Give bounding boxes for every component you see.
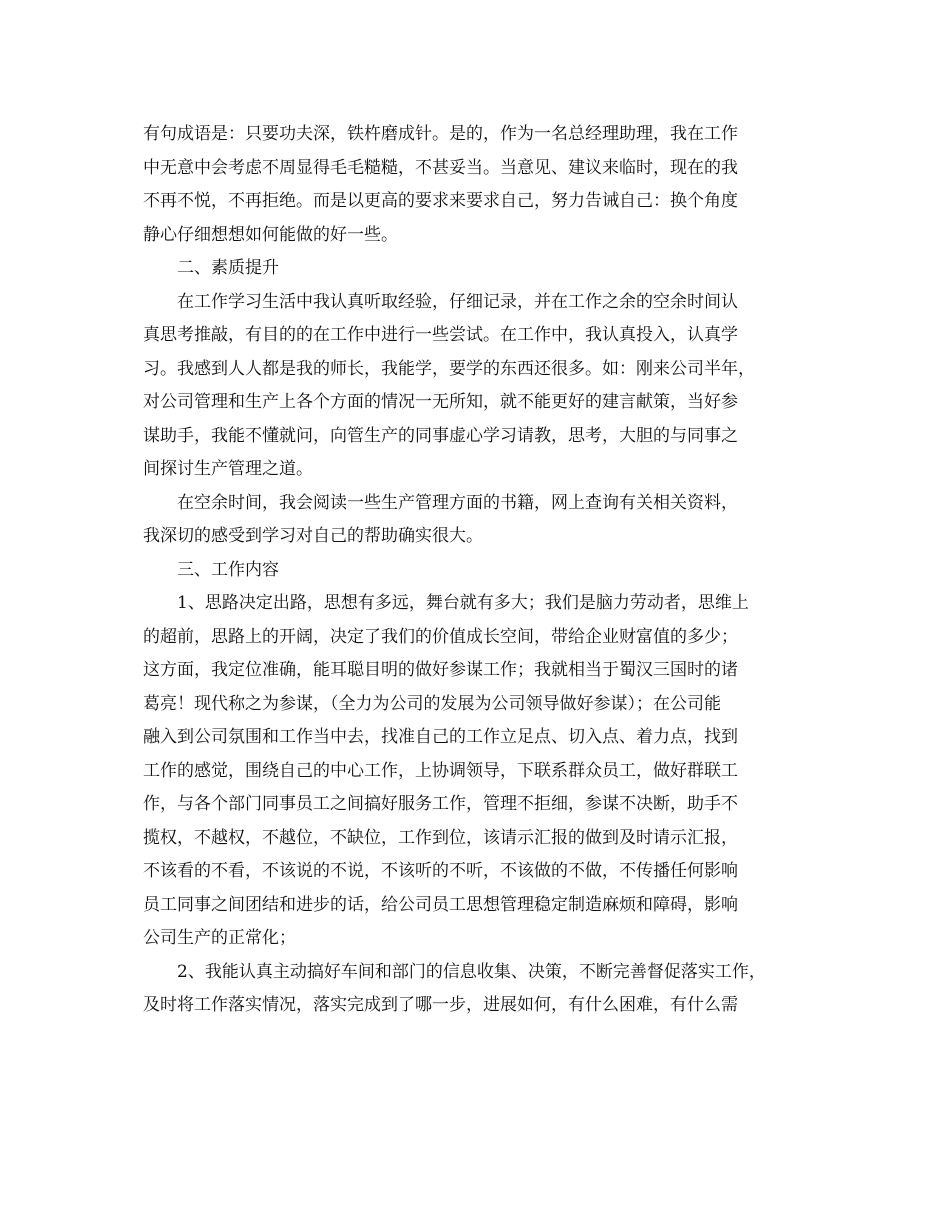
text-line: 我深切的感受到学习对自己的帮助确实很大。: [143, 526, 483, 546]
document-body: [143, 118, 813, 1023]
paragraph: [143, 587, 813, 956]
text-line: 不再不悦，不再拒绝。而是以更高的要求来要求自己，努力告诫自己：换个角度: [143, 191, 738, 211]
section-heading: [143, 252, 813, 286]
text-line: 这方面，我定位准确，能耳聪目明的做好参谋工作；我就相当于蜀汉三国时的诸: [143, 660, 738, 680]
text-line: 的超前，思路上的开阔，决定了我们的价值成长空间，带给企业财富值的多少；: [143, 626, 738, 647]
text-line: 工作的感觉，围绕自己的中心工作，上协调领导，下联系群众员工，做好群联工: [143, 760, 738, 781]
text-line: 揽权，不越权，不越位，不缺位，工作到位，该请示汇报的做到及时请示汇报，: [143, 827, 738, 848]
text-line: 有句成语是：只要功夫深，铁杵磨成针。是的，作为一名总经理助理，我在工作: [143, 124, 738, 144]
text-line: 习。我感到人人都是我的师长，我能学，要学的东西还很多。如：刚来公司半年，: [143, 358, 755, 379]
text-line: 及时将工作落实情况，落实完成到了哪一步，进展如何，有什么困难，有什么需: [143, 995, 738, 1015]
paragraph: [143, 118, 813, 252]
text-line: 中无意中会考虑不周显得毛毛糙糙，不甚妥当。当意见、建议来临时，现在的我: [143, 157, 738, 178]
heading-text: 二、素质提升: [177, 258, 279, 278]
text-line: 真思考推敲，有目的的在工作中进行一些尝试。在工作中，我认真投入，认真学: [143, 325, 738, 345]
text-line: 公司生产的正常化；: [143, 928, 296, 948]
text-line: 在空余时间，我会阅读一些生产管理方面的书籍，网上查询有关相关资料，: [177, 492, 738, 513]
text-line: 对公司管理和生产上各个方面的情况一无所知，就不能更好的建言献策，当好参: [143, 392, 738, 412]
paragraph: [143, 956, 813, 1023]
section-heading: [143, 554, 813, 588]
text-line: 葛亮！现代称之为参谋，（全力为公司的发展为公司领导做好参谋）；在公司能: [143, 693, 721, 714]
text-line: 间探讨生产管理之道。: [143, 459, 313, 479]
text-line: 员工同事之间团结和进步的话，给公司员工思想管理稳定制造麻烦和障碍，影响: [143, 894, 738, 915]
text-line: 2、我能认真主动搞好车间和部门的信息收集、决策，不断完善督促落实工作，: [177, 961, 766, 982]
text-line: 1、思路决定出路，思想有多远，舞台就有多大；我们是脑力劳动者，思维上: [177, 593, 749, 613]
text-line: 谋助手，我能不懂就问，向管生产的同事虚心学习请教，思考，大胆的与同事之: [143, 425, 738, 446]
paragraph: [143, 286, 813, 487]
text-line: 作，与各个部门同事员工之间搞好服务工作，管理不拒细，参谋不决断，助手不: [143, 794, 738, 814]
paragraph: [143, 487, 813, 554]
text-line: 不该看的不看，不该说的不说，不该听的不听，不该做的不做，不传播任何影响: [143, 861, 738, 881]
text-line: 静心仔细想想如何能做的好一些。: [143, 224, 398, 245]
text-line: 在工作学习生活中我认真听取经验，仔细记录，并在工作之余的空余时间认: [177, 291, 738, 312]
heading-text: 三、工作内容: [177, 559, 279, 580]
text-line: 融入到公司氛围和工作当中去，找准自己的工作立足点、切入点、着力点，找到: [143, 727, 738, 747]
